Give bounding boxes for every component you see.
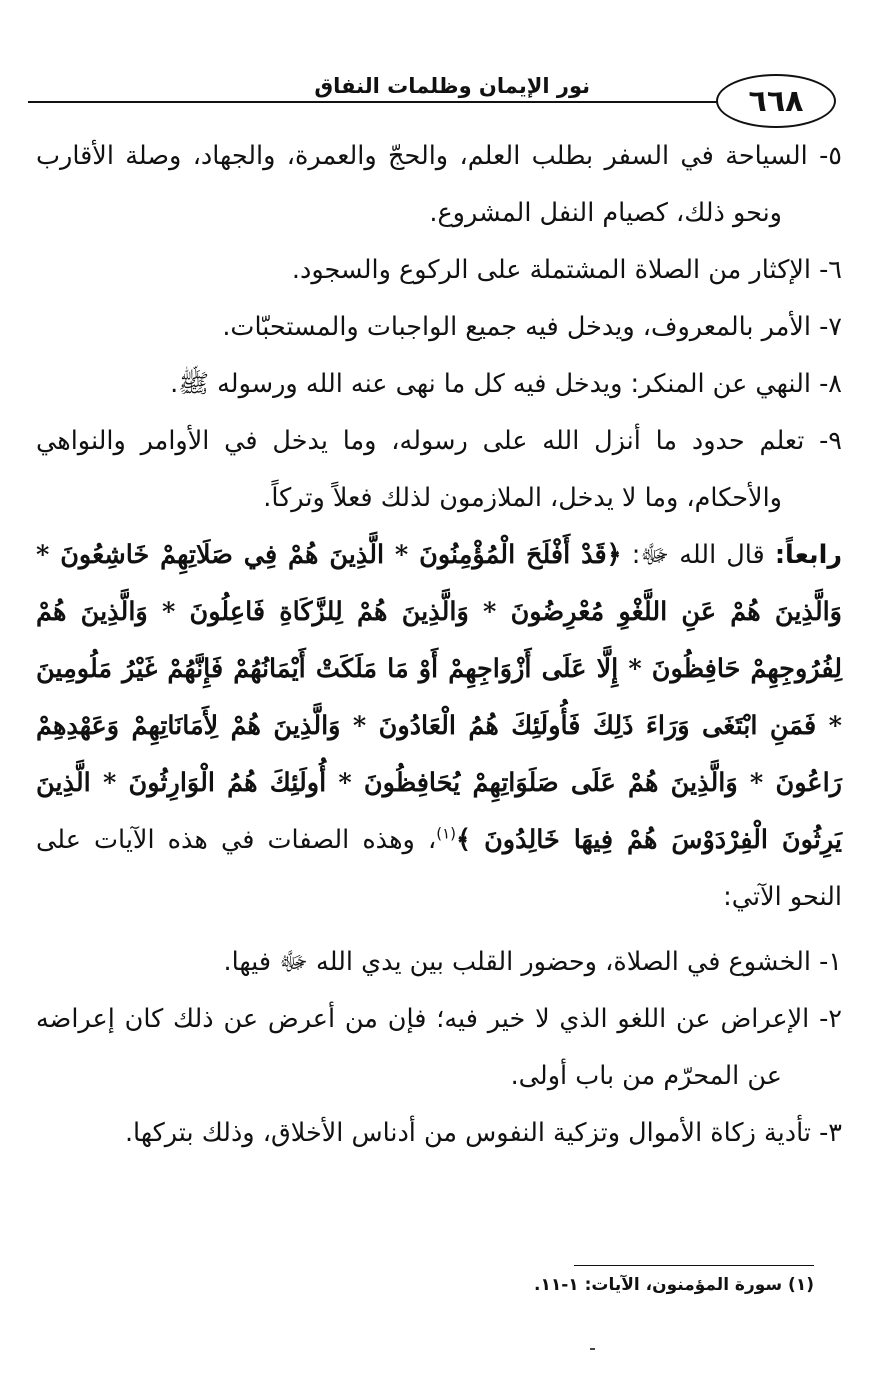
item-text: الإعراض عن اللغو الذي لا خير فيه؛ فإن من أعرض عن ذلك كان إعراضه عن المحرّم من باب أولى. [36,1004,810,1091]
item-number: ٦- [819,255,842,285]
list-item [36,413,842,527]
quran-open-bracket: ﴿ [606,540,622,570]
footnote-rule [574,1265,814,1266]
footnote: (١) سورة المؤمنون، الآيات: ١-١١. [534,1275,814,1295]
list-item [36,1105,842,1162]
quote-intro: قال الله ﷻ: [631,540,765,570]
quran-close-bracket: ﴾ [455,825,471,855]
list-item [36,299,842,356]
item-number: ٨- [819,369,842,399]
item-number: ١- [819,947,842,977]
item-text: الأمر بالمعروف، ويدخل فيه جميع الواجبات والمستحبّات. [222,312,811,342]
list-item [36,934,842,991]
item-number: ٣- [819,1118,842,1148]
paragraph-continuation: ، وهذه الصفات في هذه الآيات على النحو الآتي: [36,825,842,912]
header-rule [28,101,718,103]
item-number: ٥- [819,141,842,171]
item-text: النهي عن المنكر: ويدخل فيه كل ما نهى عنه الله ورسوله ﷺ. [170,369,811,399]
quran-verse: قَدْ أَفْلَحَ الْمُؤْمِنُونَ * الَّذِينَ هُمْ فِي صَلَاتِهِمْ خَاشِعُونَ * وَالَّذِينَ هُمْ عَنِ اللَّغْوِ مُعْرِضُونَ * وَالَّذِينَ هُمْ لِلزَّكَاةِ فَاعِلُونَ * وَالَّذِينَ هُمْ لِفُرُوجِهِمْ حَافِظُونَ * إِلَّا عَلَى أَزْوَاجِهِمْ أَوْ مَا مَلَكَتْ أَيْمَانُهُمْ فَإِنَّهُمْ غَيْرُ مَلُومِينَ * فَمَنِ ابْتَغَى وَرَاءَ ذَلِكَ فَأُولَئِكَ هُمُ الْعَادُونَ * وَالَّذِينَ هُمْ لِأَمَانَاتِهِمْ وَعَهْدِهِمْ رَاعُونَ * وَالَّذِينَ هُمْ عَلَى صَلَوَاتِهِمْ يُحَافِظُونَ * أُولَئِكَ هُمُ الْوَارِثُونَ * الَّذِينَ يَرِثُونَ الْفِرْدَوْسَ هُمْ فِيهَا خَالِدُونَ [36,540,843,855]
list-item [36,991,842,1105]
item-text: الخشوع في الصلاة، وحضور القلب بين يدي الله ﷻ فيها. [223,947,811,977]
running-title: نور الإيمان وظلمات النفاق [314,74,590,98]
scan-speck [590,1348,595,1350]
item-number: ٢- [819,1004,842,1034]
item-text: تأدية زكاة الأموال وتزكية النفوس من أدناس الأخلاق، وذلك بتركها. [124,1118,811,1148]
list-item [36,242,842,299]
item-number: ٧- [819,312,842,342]
page-number: ٦٦٨ [716,74,836,128]
section-lead: رابعاً: [774,540,843,570]
footnote-reference: (١) [436,824,456,843]
list-item [36,128,842,242]
item-number: ٩- [819,426,842,456]
item-text: الإكثار من الصلاة المشتملة على الركوع والسجود. [291,255,811,285]
item-text: السياحة في السفر بطلب العلم، والحجّ والعمرة، والجهاد، وصلة الأقارب ونحو ذلك، كصيام النفل المشروع. [36,141,808,228]
list-item [36,356,842,413]
item-text: تعلم حدود ما أنزل الله على رسوله، وما يدخل في الأوامر والنواهي والأحكام، وما لا يدخل، الملازمون لذلك فعلاً وتركاً. [36,426,805,513]
quran-paragraph [36,527,842,926]
body-text [36,128,842,1162]
